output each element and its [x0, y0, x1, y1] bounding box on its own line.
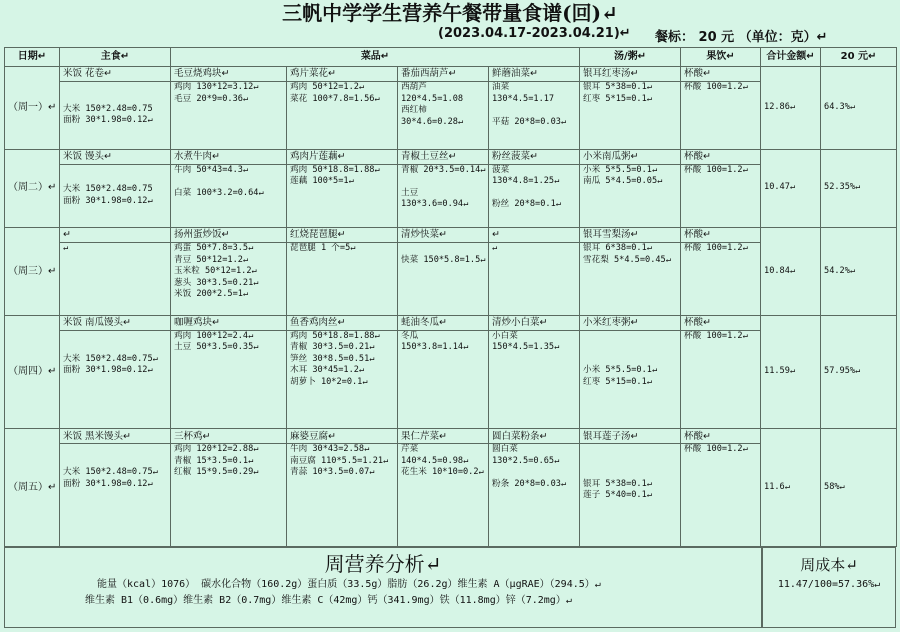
ingredient-line: 面粉 30*1.98=0.12↵: [63, 195, 153, 206]
ingredient-line: 圆白菜: [492, 444, 518, 455]
drink-ingredients: [681, 164, 761, 227]
ingredient-line: 鸡肉 100*12=2.4↵: [174, 330, 254, 341]
nutrition-analysis: [4, 547, 762, 628]
staple-name: 米饭 花卷↵: [60, 67, 171, 82]
ingredient-line: 菜花 100*7.8=1.56↵: [290, 93, 380, 104]
day-total: 10.84↵: [761, 227, 821, 315]
menu-table: [4, 47, 897, 547]
ingredient-line: 牛肉 50*43=4.3↵: [174, 164, 249, 175]
ingredient-line: [401, 176, 485, 188]
day-name-row: [5, 227, 897, 242]
ingredient-line: [583, 467, 677, 479]
day-name-row: [5, 149, 897, 164]
soup-name: 银耳莲子汤↵: [580, 429, 681, 444]
header-drink: 果饮↵: [681, 48, 761, 67]
ingredient-line: 红椒 15*9.5=0.29↵: [174, 467, 259, 478]
ingredient-line: 鸡肉 120*12=2.88↵: [174, 444, 259, 455]
ingredient-line: 大米 150*2.48=0.75↵: [63, 467, 158, 478]
ingredient-line: 平菇 20*8=0.03↵: [492, 116, 567, 127]
day-percent: 64.3%↵: [821, 67, 897, 150]
day-name-row: [5, 315, 897, 330]
staple-ingredients: [60, 243, 171, 315]
nutrition-line-2: 维生素 B1（0.6mg）维生素 B2（0.7mg）维生素 C（42mg）钙（341.9mg）铁（11.8mg）锌（7.2mg）↵: [85, 595, 572, 606]
ingredient-line: [492, 467, 576, 479]
soup-name: 银耳雪梨汤↵: [580, 227, 681, 242]
ingredient-line: 150*4.5=1.35↵: [492, 342, 560, 353]
date-range: (2023.04.17-2023.04.21)↵: [438, 26, 631, 41]
soup-name: 银耳红枣汤↵: [580, 67, 681, 82]
day-name-row: [5, 429, 897, 444]
ingredient-line: 鸡肉 50*12=1.2↵: [290, 82, 365, 93]
dish-ingredients: [489, 164, 580, 227]
drink-ingredients: [681, 82, 761, 149]
ingredient-line: 笋丝 30*8.5=0.51↵: [290, 353, 375, 364]
ingredient-line: 青蒜 10*3.5=0.07↵: [290, 467, 375, 478]
soup-ingredients: [580, 243, 681, 315]
drink-ingredients: [681, 330, 761, 429]
dish-name: 粉丝菠菜↵: [489, 149, 580, 164]
ingredient-line: 土豆: [401, 187, 419, 198]
soup-ingredients: [580, 164, 681, 227]
meal-standard: 餐标： 20 元 （单位：克）↵: [655, 30, 828, 45]
soup-ingredients: [580, 444, 681, 547]
ingredient-line: 玉米粒 50*12=1.2↵: [174, 266, 257, 277]
ingredient-line: 莲藕 100*5=1↵: [290, 176, 354, 187]
soup-ingredients: [580, 330, 681, 429]
page-title: 三帆中学学生营养午餐带量食谱(回)↵: [282, 1, 618, 25]
day-label: （周二）↵: [5, 149, 60, 227]
day-label: （周三）↵: [5, 227, 60, 315]
day-percent: 52.35%↵: [821, 149, 897, 227]
dish-name: 果仁芹菜↵: [398, 429, 489, 444]
dish-ingredients: [398, 243, 489, 315]
ingredient-line: 杯酸 100=1.2↵: [684, 444, 748, 455]
ingredient-line: 120*4.5=1.08: [401, 93, 464, 104]
ingredient-line: 面粉 30*1.98=0.12↵: [63, 115, 153, 126]
dish-name: 鸡肉片莲藕↵: [287, 149, 398, 164]
dish-ingredients: [287, 330, 398, 429]
ingredient-line: 140*4.5=0.98↵: [401, 455, 469, 466]
staple-name: ↵: [60, 227, 171, 242]
dish-ingredients: [398, 164, 489, 227]
dish-ingredients: [489, 243, 580, 315]
dish-ingredients: [287, 243, 398, 315]
ingredient-line: 鸡蛋 50*7.8=3.5↵: [174, 243, 254, 254]
dish-name: 扬州蛋炒饭↵: [171, 227, 287, 242]
ingredient-line: 莲子 5*40=0.1↵: [583, 490, 652, 501]
ingredient-line: 小米 5*5.5=0.1↵: [583, 365, 658, 376]
ingredient-line: 西葫芦: [401, 82, 427, 93]
ingredient-line: 南瓜 5*4.5=0.05↵: [583, 176, 663, 187]
dish-name: 番茄西葫芦↵: [398, 67, 489, 82]
header-dishes: 菜品↵: [171, 48, 580, 67]
dish-ingredients: [489, 330, 580, 429]
dish-ingredients: [489, 82, 580, 149]
header-row: [5, 48, 897, 67]
dish-name: 水煮牛肉↵: [171, 149, 287, 164]
dish-ingredients: [398, 82, 489, 149]
ingredient-line: 青椒 15*3.5=0.1↵: [174, 455, 254, 466]
dish-ingredients: [171, 82, 287, 149]
ingredient-line: 面粉 30*1.98=0.12↵: [63, 478, 153, 489]
dish-name: 鲜蘑油菜↵: [489, 67, 580, 82]
ingredient-line: 牛肉 30*43=2.58↵: [290, 444, 370, 455]
soup-name: 小米红枣粥↵: [580, 315, 681, 330]
ingredient-line: [174, 176, 283, 188]
dish-name: 清炒小白菜↵: [489, 315, 580, 330]
nutrition-line-1: 能量（kcal）1076） 碳水化合物（160.2g）蛋白质（33.5g）脂肪（26.2g）维生素 A（μgRAE）（294.5）↵: [97, 579, 601, 590]
dish-ingredients: [489, 444, 580, 547]
ingredient-line: 鸡肉 50*18.8=1.88↵: [290, 330, 380, 341]
dish-ingredients: [398, 444, 489, 547]
ingredient-line: 130*2.5=0.65↵: [492, 455, 560, 466]
day-total: 11.59↵: [761, 315, 821, 429]
ingredient-line: 米饭 200*2.5=1↵: [174, 289, 249, 300]
staple-ingredients: [60, 82, 171, 149]
ingredient-line: 油菜: [492, 82, 510, 93]
day-label: （周四）↵: [5, 315, 60, 429]
ingredient-line: 130*3.6=0.94↵: [401, 199, 469, 210]
day-total: 11.6↵: [761, 429, 821, 547]
ingredient-line: 毛豆 20*9=0.36↵: [174, 93, 249, 104]
day-percent: 57.95%↵: [821, 315, 897, 429]
staple-name: 米饭 黑米馒头↵: [60, 429, 171, 444]
ingredient-line: 快菜 150*5.8=1.5↵: [401, 254, 486, 265]
ingredient-line: 银耳 5*38=0.1↵: [583, 82, 652, 93]
ingredient-line: 粉条 20*8=0.03↵: [492, 478, 567, 489]
ingredient-line: [583, 342, 677, 354]
ingredient-line: 南豆腐 110*5.5=1.21↵: [290, 455, 389, 466]
dish-name: 青椒土豆丝↵: [398, 149, 489, 164]
ingredient-line: [583, 444, 677, 456]
dish-name: 三杯鸡↵: [171, 429, 287, 444]
staple-name: 米饭 南瓜馒头↵: [60, 315, 171, 330]
ingredient-line: 红枣 5*15=0.1↵: [583, 93, 652, 104]
ingredient-line: 银耳 5*38=0.1↵: [583, 478, 652, 489]
day-label: （周五）↵: [5, 429, 60, 547]
dish-name: 鱼香鸡肉丝↵: [287, 315, 398, 330]
dish-name: 毛豆烧鸡块↵: [171, 67, 287, 82]
ingredient-line: 胡萝卜 10*2=0.1↵: [290, 376, 368, 387]
dish-ingredients: [171, 444, 287, 547]
ingredient-line: ↵: [63, 243, 69, 254]
day-percent: 54.2%↵: [821, 227, 897, 315]
ingredient-line: 白菜 100*3.2=0.64↵: [174, 187, 264, 198]
weekly-cost-title: 周成本↵: [800, 556, 858, 574]
ingredient-line: 青椒 20*3.5=0.14↵: [401, 164, 486, 175]
dish-ingredients: [171, 164, 287, 227]
ingredient-line: 大米 150*2.48=0.75: [63, 184, 153, 195]
soup-name: 小米南瓜粥↵: [580, 149, 681, 164]
ingredient-line: [583, 354, 677, 366]
header-date: 日期↵: [5, 48, 60, 67]
drink-name: 杯酸↵: [681, 315, 761, 330]
ingredient-line: [63, 331, 167, 343]
dish-name: 红烧琵琶腿↵: [287, 227, 398, 242]
drink-name: 杯酸↵: [681, 429, 761, 444]
day-percent: 58%↵: [821, 429, 897, 547]
dish-name: 麻婆豆腐↵: [287, 429, 398, 444]
ingredient-line: 杯酸 100=1.2↵: [684, 82, 748, 93]
ingredient-line: [583, 456, 677, 468]
ingredient-line: 杯酸 100=1.2↵: [684, 243, 748, 254]
ingredient-line: [63, 444, 167, 456]
dish-name: ↵: [489, 227, 580, 242]
ingredient-line: 130*4.5=1.17: [492, 93, 555, 104]
header-soup: 汤/粥↵: [580, 48, 681, 67]
header-total: 合计金额↵: [761, 48, 821, 67]
header-standard: 20 元↵: [821, 48, 897, 67]
staple-ingredients: [60, 444, 171, 547]
dish-name: 蚝油冬瓜↵: [398, 315, 489, 330]
ingredient-line: 大米 150*2.48=0.75: [63, 103, 153, 114]
ingredient-line: 鸡肉 130*12=3.12↵: [174, 82, 259, 93]
dish-name: 清炒快菜↵: [398, 227, 489, 242]
ingredient-line: 鸡肉 50*18.8=1.88↵: [290, 164, 380, 175]
ingredient-line: 红枣 5*15=0.1↵: [583, 376, 652, 387]
day-total: 10.47↵: [761, 149, 821, 227]
ingredient-line: 130*4.8=1.25↵: [492, 176, 560, 187]
staple-ingredients: [60, 330, 171, 429]
ingredient-line: 雪花梨 5*4.5=0.45↵: [583, 254, 671, 265]
dish-name: 咖喱鸡块↵: [171, 315, 287, 330]
ingredient-line: 花生米 10*10=0.2↵: [401, 467, 484, 478]
day-label: （周一）↵: [5, 67, 60, 150]
drink-name: 杯酸↵: [681, 67, 761, 82]
header-staple: 主食↵: [60, 48, 171, 67]
weekly-cost: [762, 547, 896, 628]
drink-ingredients: [681, 243, 761, 315]
ingredient-line: ↵: [492, 243, 498, 254]
dish-name: 圆白菜粉条↵: [489, 429, 580, 444]
day-total: 12.86↵: [761, 67, 821, 150]
dish-ingredients: [287, 164, 398, 227]
ingredient-line: 青豆 50*12=1.2↵: [174, 254, 249, 265]
ingredient-line: 大米 150*2.48=0.75↵: [63, 353, 158, 364]
analysis-title: 周营养分析↵: [324, 552, 442, 576]
dish-ingredients: [171, 243, 287, 315]
ingredient-line: 面粉 30*1.98=0.12↵: [63, 365, 153, 376]
day-name-row: [5, 67, 897, 82]
ingredient-line: 粉丝 20*8=0.1↵: [492, 199, 561, 210]
ingredient-line: 杯酸 100=1.2↵: [684, 330, 748, 341]
ingredient-line: 30*4.6=0.28↵: [401, 116, 464, 127]
dish-ingredients: [287, 444, 398, 547]
dish-ingredients: [171, 330, 287, 429]
drink-name: 杯酸↵: [681, 149, 761, 164]
ingredient-line: 杯酸 100=1.2↵: [684, 164, 748, 175]
ingredient-line: [63, 456, 167, 468]
ingredient-line: 菠菜: [492, 164, 510, 175]
ingredient-line: 小米 5*5.5=0.1↵: [583, 164, 658, 175]
ingredient-line: 葱头 30*3.5=0.21↵: [174, 277, 259, 288]
dish-ingredients: [398, 330, 489, 429]
drink-ingredients: [681, 444, 761, 547]
ingredient-line: [492, 105, 576, 117]
ingredient-line: 青椒 30*3.5=0.21↵: [290, 342, 375, 353]
ingredient-line: 芹菜: [401, 444, 419, 455]
ingredient-line: 土豆 50*3.5=0.35↵: [174, 342, 259, 353]
ingredient-line: 冬瓜: [401, 330, 419, 341]
ingredient-line: [583, 331, 677, 343]
ingredient-line: [63, 342, 167, 354]
soup-ingredients: [580, 82, 681, 149]
ingredient-line: [492, 188, 576, 200]
ingredient-line: 150*3.8=1.14↵: [401, 342, 469, 353]
weekly-cost-value: 11.47/100=57.36%↵: [777, 579, 881, 590]
dish-ingredients: [287, 82, 398, 149]
ingredient-line: 琵琶腿 1 个=5↵: [290, 243, 356, 254]
staple-ingredients: [60, 164, 171, 227]
ingredient-line: 银耳 6*38=0.1↵: [583, 243, 652, 254]
dish-name: 鸡片菜花↵: [287, 67, 398, 82]
ingredient-line: 木耳 30*45=1.2↵: [290, 365, 365, 376]
drink-name: 杯酸↵: [681, 227, 761, 242]
ingredient-line: [401, 243, 485, 255]
staple-name: 米饭 馒头↵: [60, 149, 171, 164]
ingredient-line: 小白菜: [492, 330, 518, 341]
ingredient-line: 西红柿: [401, 105, 427, 116]
